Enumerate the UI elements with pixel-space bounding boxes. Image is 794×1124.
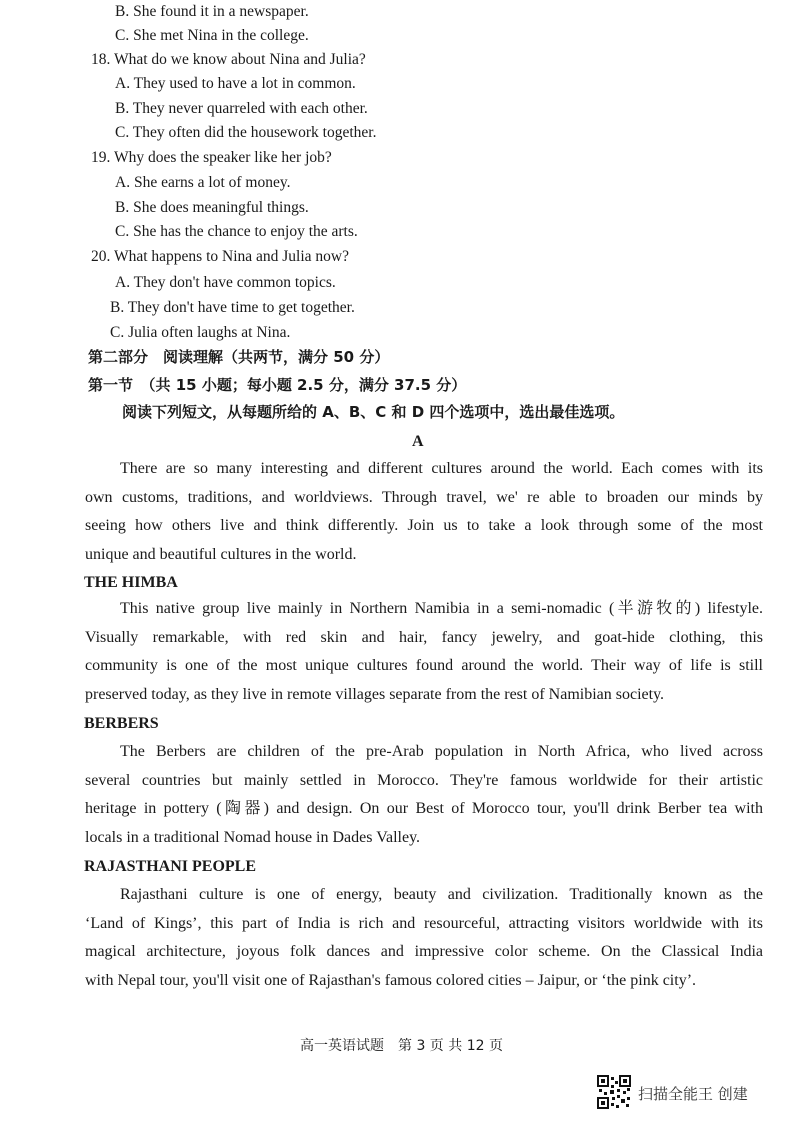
intro-line: own customs, traditions, and worldviews. Through travel, we' re able to broaden our minds by	[85, 489, 763, 506]
himba-line: community is one of the most unique cultures found around the world. Their way of life is still	[85, 657, 763, 674]
section1-title: 第一节 （共 15 小题；每小题 2.5 分，满分 37.5 分）	[88, 376, 467, 394]
intro-line: unique and beautiful cultures in the world.	[85, 546, 357, 563]
q20-option-b: B. They don't have time to get together.	[110, 299, 355, 316]
intro-line: seeing how others live and think differently. Join us to take a look through some of the most	[85, 517, 763, 534]
scanner-watermark: 扫描全能王 创建	[638, 1085, 748, 1103]
q20-option-a: A. They don't have common topics.	[115, 274, 336, 291]
berbers-line: heritage in pottery (陶器) and design. On our Best of Morocco tour, you'll drink Berber tea with	[85, 800, 763, 817]
q19-option-a: A. She earns a lot of money.	[115, 174, 291, 191]
intro-line: There are so many interesting and different cultures around the world. Each comes with its	[120, 460, 763, 477]
q18-stem: 18. What do we know about Nina and Julia?	[91, 51, 366, 68]
rajasthani-line: Rajasthani culture is one of energy, beauty and civilization. Traditionally known as the	[120, 886, 763, 903]
rajasthani-line: with Nepal tour, you'll visit one of Rajasthan's famous colored cities – Jaipur, or ‘the pink city’.	[85, 972, 697, 989]
page-footer: 高一英语试题 第 3 页 共 12 页	[300, 1038, 503, 1054]
q17-option-b: B. She found it in a newspaper.	[115, 3, 309, 20]
q19-option-b: B. She does meaningful things.	[115, 199, 309, 216]
himba-line: preserved today, as they live in remote villages separate from the rest of Namibian society.	[85, 686, 665, 703]
rajasthani-heading: RAJASTHANI PEOPLE	[84, 858, 257, 875]
part2-title: 第二部分 阅读理解（共两节，满分 50 分）	[88, 348, 390, 366]
q19-option-c: C. She has the chance to enjoy the arts.	[115, 223, 358, 240]
berbers-heading: BERBERS	[84, 715, 159, 732]
reading-instruction: 阅读下列短文，从每题所给的 A、B、C 和 D 四个选项中，选出最佳选项。	[122, 403, 625, 421]
berbers-line: several countries but mainly settled in Morocco. They're famous worldwide for their artistic	[85, 772, 763, 789]
berbers-line: The Berbers are children of the pre-Arab population in North Africa, who lived across	[120, 743, 763, 760]
q18-option-b: B. They never quarreled with each other.	[115, 100, 368, 117]
passage-letter: A	[412, 433, 424, 450]
himba-heading: THE HIMBA	[84, 574, 178, 591]
himba-line: This native group live mainly in Northern Namibia in a semi-nomadic (半游牧的) lifestyle.	[120, 600, 763, 617]
rajasthani-line: ‘Land of Kings’, this part of India is rich and resourceful, attracting visitors worldwide with its	[85, 915, 763, 932]
q18-option-c: C. They often did the housework together.	[115, 124, 377, 141]
q20-stem: 20. What happens to Nina and Julia now?	[91, 248, 349, 265]
q20-option-c: C. Julia often laughs at Nina.	[110, 324, 291, 341]
q17-option-c: C. She met Nina in the college.	[115, 27, 309, 44]
himba-line: Visually remarkable, with red skin and hair, fancy jewelry, and goat-hide clothing, this	[85, 629, 763, 646]
berbers-line: locals in a traditional Nomad house in Dades Valley.	[85, 829, 421, 846]
q18-option-a: A. They used to have a lot in common.	[115, 75, 356, 92]
q19-stem: 19. Why does the speaker like her job?	[91, 149, 332, 166]
qr-code-icon	[597, 1075, 631, 1109]
rajasthani-line: magical architecture, joyous folk dances and impressive color scheme. On the Classical India	[85, 943, 763, 960]
